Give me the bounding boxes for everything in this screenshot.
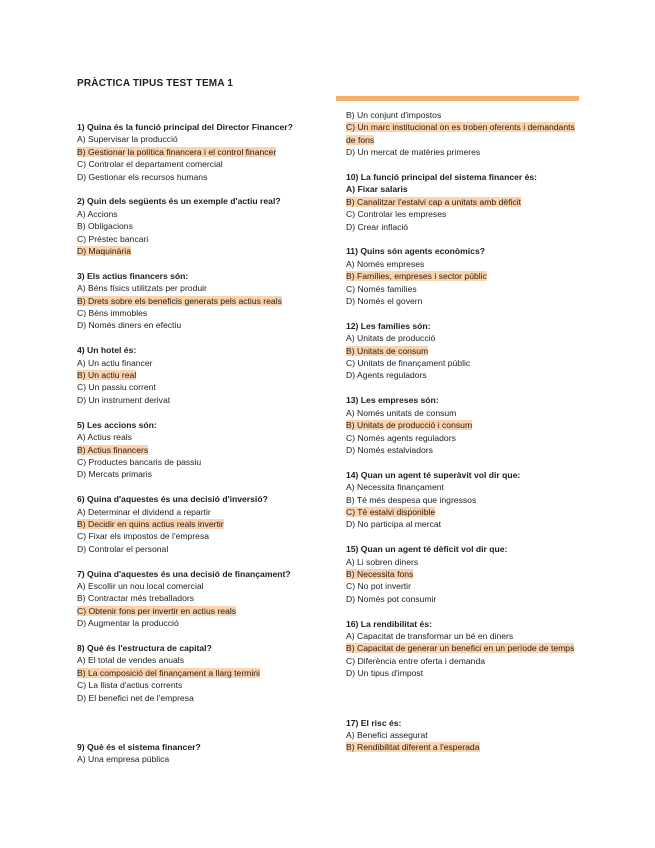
- option-text: C) Unitats de finançament públic: [346, 358, 471, 369]
- right-column: [346, 109, 586, 754]
- answer-option: [346, 345, 586, 357]
- answer-option: [77, 133, 317, 145]
- answer-option: [346, 258, 586, 270]
- answer-option: [346, 494, 586, 506]
- spacer: [77, 704, 317, 741]
- answer-option: [346, 295, 586, 307]
- answer-option: [77, 543, 317, 555]
- answer-option: [77, 146, 317, 158]
- answer-option: [77, 592, 317, 604]
- question-text: 10) La funció principal del sistema financer és:: [346, 172, 538, 183]
- question-block: [346, 109, 586, 159]
- answer-option: [346, 630, 586, 642]
- title-rule: [336, 96, 579, 101]
- option-text: D) El benefici net de l'empresa: [77, 692, 194, 703]
- answer-option: [346, 593, 586, 605]
- answer-option: [346, 196, 586, 208]
- highlighted-answer: B) La composició del finançament a llarg termini: [77, 667, 260, 678]
- answer-option: [77, 357, 317, 369]
- question-block: [77, 270, 317, 332]
- answer-option: [77, 617, 317, 629]
- option-text: C) Préstec bancari: [77, 233, 149, 244]
- question-block: [346, 543, 586, 605]
- answer-option: [346, 109, 586, 121]
- option-text: A) Necessita finançament: [346, 482, 444, 493]
- answer-option: [77, 369, 317, 381]
- option-text: C) Un passiu corrent: [77, 382, 156, 393]
- question-text: 6) Quina d'aquestes és una decisió d'inversió?: [77, 494, 268, 505]
- option-text: D) Un mercat de matèries primeres: [346, 147, 481, 158]
- question-text: 17) El risc és:: [346, 717, 402, 728]
- option-text: D) Només el govern: [346, 296, 423, 307]
- answer-option: [346, 506, 586, 518]
- option-text: A) Accions: [77, 208, 118, 219]
- question-text: 13) Les empreses són:: [346, 395, 439, 406]
- answer-option: [77, 605, 317, 617]
- highlighted-answer: B) Unitats de producció i consum: [346, 420, 473, 431]
- answer-option: [77, 667, 317, 679]
- answer-option: [346, 481, 586, 493]
- answer-option: [346, 146, 586, 158]
- highlighted-answer: D) Maquinària: [77, 246, 131, 257]
- answer-option: [346, 208, 586, 220]
- question-text: 11) Quins són agents econòmics?: [346, 246, 485, 257]
- highlighted-answer: B) Decidir en quins actius reals invertir: [77, 518, 224, 529]
- option-text: C) Diferència entre oferta i demanda: [346, 655, 486, 666]
- question-block: [346, 618, 586, 680]
- option-text: B) Obligacions: [77, 221, 133, 232]
- answer-option: [346, 121, 586, 146]
- document-title: PRÀCTICA TIPUS TEST TEMA 1: [77, 78, 234, 89]
- question-block: [77, 344, 317, 406]
- option-text: B) Contractar més treballadors: [77, 593, 195, 604]
- highlighted-answer: B) Capacitat de generar un benefici en un període de temps: [346, 643, 575, 654]
- question-text: 4) Un hotel és:: [77, 345, 137, 356]
- highlighted-answer: C) Un marc institucional on es troben oferents i demandants de fons: [346, 122, 575, 145]
- question-text: 9) Què és el sistema financer?: [77, 741, 201, 752]
- answer-option: [346, 419, 586, 431]
- question-text: 14) Quan un agent té superàvit vol dir que:: [346, 469, 521, 480]
- option-text: C) Béns immobles: [77, 308, 148, 319]
- question-block: [77, 195, 317, 257]
- answer-option: [77, 171, 317, 183]
- answer-option: [77, 679, 317, 691]
- answer-option: [346, 357, 586, 369]
- highlighted-answer: B) Famílies, empreses i sector públic: [346, 271, 487, 282]
- spacer: [346, 680, 586, 717]
- question-text: 2) Quin dels següents és un exemple d'actiu real?: [77, 196, 281, 207]
- option-text: D) Un instrument derivat: [77, 394, 171, 405]
- answer-option: [77, 431, 317, 443]
- answer-option: [77, 394, 317, 406]
- question-text: 1) Quina és la funció principal del Director Financer?: [77, 122, 293, 132]
- highlighted-answer: B) Actius financers: [77, 444, 149, 455]
- option-text: A) Escollir un nou local comercial: [77, 580, 204, 591]
- option-text: B) Un conjunt d'impostos: [346, 110, 442, 120]
- answer-option: [77, 282, 317, 294]
- highlighted-answer: B) Rendibilitat diferent a l'esperada: [346, 742, 480, 753]
- question-block: [77, 419, 317, 481]
- highlighted-answer: B) Canalitzar l'estalvi cap a unitats amb dèficit: [346, 196, 522, 207]
- answer-option: [346, 332, 586, 344]
- question-block: [346, 717, 586, 754]
- option-text: C) La llista d'actius corrents: [77, 680, 183, 691]
- answer-option: [346, 369, 586, 381]
- question-block: [77, 568, 317, 630]
- option-text: A) Capacitat de transformar un bé en diners: [346, 630, 514, 641]
- option-text: D) Agents reguladors: [346, 370, 427, 381]
- answer-option: [77, 506, 317, 518]
- option-text: B) Té més despesa que ingressos: [346, 494, 477, 505]
- answer-option: [346, 568, 586, 580]
- question-text: 5) Les accions són:: [77, 419, 157, 430]
- question-text: 12) Les famílies són:: [346, 320, 431, 331]
- answer-option: [77, 580, 317, 592]
- option-text: D) Controlar el personal: [77, 543, 169, 554]
- answer-option: [346, 741, 586, 753]
- question-block: [77, 121, 317, 183]
- answer-option: [346, 518, 586, 530]
- option-text: A) Fixar salaris: [346, 184, 408, 195]
- option-text: D) Mercats primaris: [77, 469, 152, 480]
- answer-option: [77, 518, 317, 530]
- option-text: D) Augmentar la producció: [77, 618, 179, 629]
- option-text: D) Crear inflació: [346, 221, 409, 232]
- answer-option: [346, 667, 586, 679]
- question-text: 15) Quan un agent té dèficit vol dir que:: [346, 544, 508, 555]
- option-text: C) Productes bancaris de passiu: [77, 456, 202, 467]
- answer-option: [77, 381, 317, 393]
- question-text: 7) Quina d'aquestes és una decisió de finançament?: [77, 568, 291, 579]
- highlighted-answer: B) Necessita fons: [346, 568, 414, 579]
- answer-option: [77, 158, 317, 170]
- question-block: [346, 469, 586, 531]
- answer-option: [77, 654, 317, 666]
- answer-option: [346, 270, 586, 282]
- answer-option: [77, 692, 317, 704]
- answer-option: [77, 530, 317, 542]
- answer-option: [77, 468, 317, 480]
- answer-option: [346, 580, 586, 592]
- question-block: [346, 171, 586, 233]
- option-text: C) Controlar el departament comercial: [77, 159, 223, 170]
- question-block: [346, 394, 586, 456]
- answer-option: [346, 407, 586, 419]
- answer-option: [77, 220, 317, 232]
- option-text: A) Només empreses: [346, 258, 425, 269]
- option-text: C) No pot invertir: [346, 581, 411, 592]
- highlighted-answer: C) Té estalvi disponible: [346, 506, 436, 517]
- option-text: A) Determinar el dividend a repartir: [77, 506, 211, 517]
- question-text: 8) Què és l'estructura de capital?: [77, 642, 212, 653]
- answer-option: [346, 655, 586, 667]
- left-column: [77, 121, 317, 766]
- option-text: A) Benefici assegurat: [346, 729, 428, 740]
- option-text: A) Una empresa pública: [77, 754, 170, 765]
- answer-option: [346, 283, 586, 295]
- answer-option: [77, 456, 317, 468]
- question-block: [77, 493, 317, 555]
- answer-option: [346, 432, 586, 444]
- highlighted-answer: B) Unitats de consum: [346, 345, 429, 356]
- option-text: D) Gestionar els recursos humans: [77, 171, 208, 182]
- highlighted-answer: B) Un actiu real: [77, 370, 137, 381]
- option-text: A) Un actiu financer: [77, 357, 153, 368]
- option-text: C) Només famílies: [346, 283, 417, 294]
- question-block: [346, 320, 586, 382]
- highlighted-answer: B) Gestionar la política financera i el control financer: [77, 146, 277, 157]
- option-text: A) El total de vendes anuals: [77, 655, 185, 666]
- option-text: A) Béns físics utilitzats per produir: [77, 283, 207, 294]
- option-text: A) Només unitats de consum: [346, 407, 457, 418]
- question-text: 3) Els actius financers són:: [77, 270, 189, 281]
- answer-option: [346, 183, 586, 195]
- option-text: A) Supervisar la producció: [77, 134, 178, 145]
- option-text: D) Només pot consumir: [346, 593, 437, 604]
- answer-option: [346, 642, 586, 654]
- highlighted-answer: C) Obtenir fons per invertir en actius reals: [77, 605, 237, 616]
- option-text: A) Unitats de producció: [346, 333, 436, 344]
- answer-option: [77, 233, 317, 245]
- option-text: C) Controlar les empreses: [346, 209, 447, 220]
- option-text: D) Un tipus d'impost: [346, 668, 424, 679]
- answer-option: [77, 444, 317, 456]
- answer-option: [346, 221, 586, 233]
- option-text: D) No participa al mercat: [346, 519, 442, 530]
- highlighted-answer: B) Drets sobre els beneficis generats pels actius reals: [77, 295, 282, 306]
- option-text: A) Actius reals: [77, 432, 132, 443]
- question-block: [346, 245, 586, 307]
- answer-option: [77, 753, 317, 765]
- answer-option: [77, 245, 317, 257]
- question-text: 16) La rendibilitat és:: [346, 618, 432, 629]
- question-block: [77, 741, 317, 766]
- question-block: [77, 642, 317, 704]
- answer-option: [77, 208, 317, 220]
- answer-option: [346, 729, 586, 741]
- option-text: A) Li sobren diners: [346, 556, 419, 567]
- answer-option: [77, 295, 317, 307]
- option-text: D) Només diners en efectiu: [77, 320, 182, 331]
- answer-option: [77, 307, 317, 319]
- answer-option: [346, 444, 586, 456]
- answer-option: [77, 319, 317, 331]
- option-text: C) Només agents reguladors: [346, 432, 456, 443]
- answer-option: [346, 556, 586, 568]
- option-text: C) Fixar els impostos de l'empresa: [77, 531, 210, 542]
- option-text: D) Només estalviadors: [346, 444, 433, 455]
